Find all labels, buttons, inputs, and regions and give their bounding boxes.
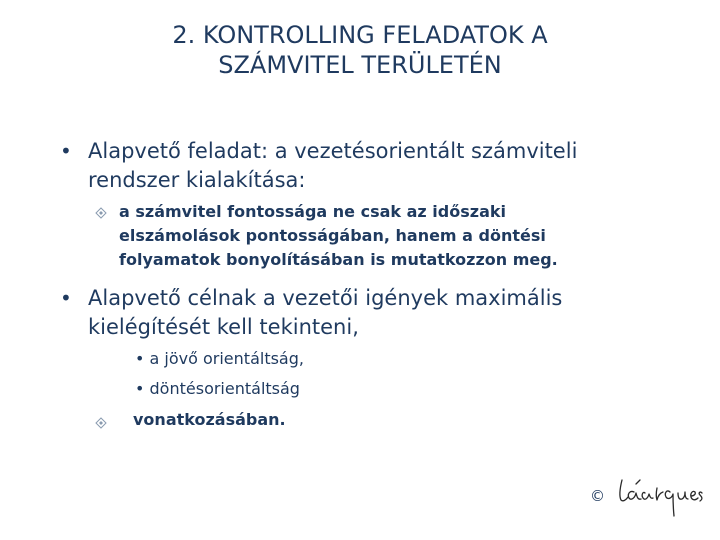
sub-bullet-line-2: elszámolások pontosságában, hanem a döntési (119, 226, 546, 245)
diamond-bullet-icon (95, 417, 107, 429)
bullet-main-task-line-1: Alapvető feladat: a vezetésorientált számviteli (88, 139, 578, 163)
bullet-main-goal-line-2: kielégítését kell tekinteni, (88, 315, 359, 339)
list-item-decision-orientation: • döntésorientáltság (135, 379, 300, 398)
sub-bullet-accounting-importance (95, 200, 695, 272)
copyright-icon: © (590, 487, 605, 505)
handwritten-signature-icon (612, 466, 708, 524)
bullet-dot: • (60, 286, 72, 310)
sub-bullet-line-1: a számvitel fontossága ne csak az időszaki (119, 202, 506, 221)
list-item-future-orientation: • a jövő orientáltság, (135, 349, 304, 368)
bullet-main-task-line-2: rendszer kialakítása: (88, 168, 306, 192)
sub-bullet-regarding (95, 408, 495, 432)
title-line-2: SZÁMVITEL TERÜLETÉN (218, 51, 502, 79)
sub-bullet-line-3: folyamatok bonyolításában is mutatkozzon meg. (119, 250, 558, 269)
title-line-1: 2. KONTROLLING FELADATOK A (172, 21, 548, 49)
diamond-bullet-icon (95, 207, 107, 219)
sub-bullet-regarding-text: vonatkozásában. (133, 410, 286, 429)
bullet-main-goal (60, 284, 700, 342)
bullet-dot: • (60, 139, 72, 163)
slide-title (60, 20, 660, 80)
bullet-main-task (60, 137, 700, 195)
bullet-main-goal-line-1: Alapvető célnak a vezetői igények maximális (88, 286, 563, 310)
